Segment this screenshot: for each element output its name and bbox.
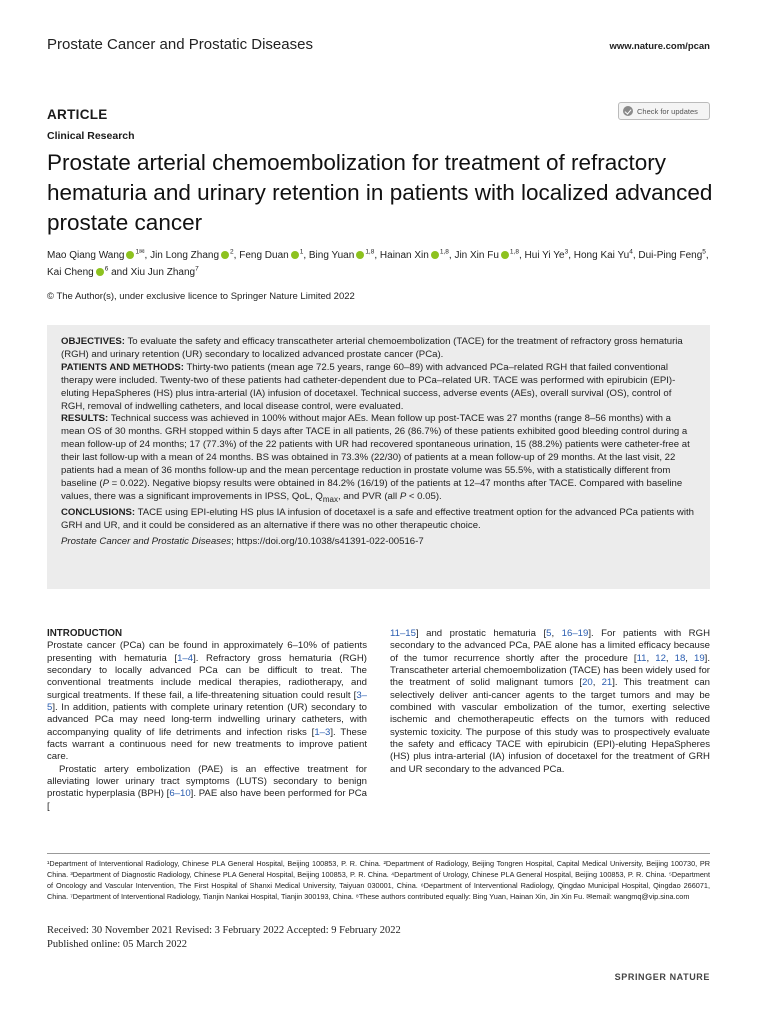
orcid-icon[interactable] <box>126 251 134 259</box>
author-list: Mao Qiang Wang $^{1✉}$, Jin Long Zhang $^2$, Feng Duan $^1$, Bing Yuan $^{1,8}$, Hainan Xin $^{1,8}$, Jin Xin Fu $^{1,8}$, Hui Yi Ye$^3$, Hong Kai Yu$^4$, Dui-Ping Feng$^5$, Kai Cheng $^6$ and Xiu Jun Zhang$^7$ <box>47 248 709 278</box>
published-date: Published online: 05 March 2022 <box>47 939 187 950</box>
author[interactable]: Kai Cheng $^6$ <box>47 265 109 278</box>
received-dates: Received: 30 November 2021 Revised: 3 February 2022 Accepted: 9 February 2022 <box>47 925 401 936</box>
reference-link[interactable]: 20 <box>582 677 593 689</box>
author[interactable]: Feng Duan $^1$ <box>239 248 304 261</box>
intro-paragraph-1: Prostate cancer (PCa) can be found in approximately 6–10% of patients presenting with hematuria [1–4]. Refractory gross hematuria (RGH) secondary to locally advanced PCa can be difficult to treat. The conventional treatments include medical therapies, radiotherapy, and surgical treatments. If these fail, a life-threatening situation could result [3–5]. In addition, patients with complete urinary retention (UR) secondary to advanced PCa may need long-term indwelling urinary catheters, with accompanying quality of life detriments and infection risks [1–3]. These facts warrant a continuous need for new treatments to improve patient care. <box>47 640 368 763</box>
reference-link[interactable]: 11–15 <box>390 628 416 639</box>
orcid-icon[interactable] <box>356 251 364 259</box>
reference-link[interactable]: 1–4 <box>177 652 194 664</box>
reference-link[interactable]: 3–5 <box>47 689 367 714</box>
author[interactable]: Mao Qiang Wang $^{1✉}$ <box>47 248 145 261</box>
author[interactable]: Jin Long Zhang $^2$ <box>150 248 234 261</box>
author[interactable]: Dui-Ping Feng$^5$ <box>638 248 706 261</box>
journal-name[interactable]: Prostate Cancer and Prostatic Diseases <box>47 36 313 53</box>
right-column <box>390 628 710 813</box>
intro-paragraph-2: Prostatic artery embolization (PAE) is an effective treatment for alleviating lower urinary tract symptoms (LUTS) secondary to benign prostatic hyperplasia (BPH) [6–10]. PAE also have been performed for PCa [ <box>47 763 367 812</box>
author[interactable]: Bing Yuan $^{1,8}$ <box>308 248 375 261</box>
article-title: Prostate arterial chemoembolization for treatment of refractory hematuria and urinary retention in patients with localized advanced prostate cancer <box>47 150 713 235</box>
reference-link[interactable]: 21 <box>601 677 613 689</box>
abstract-methods: PATIENTS AND METHODS: Thirty-two patients (mean age 72.5 years, range 60–89) with advanced PCa–related RGH that failed conventional therapy were included. Twenty-two of these patients had catheter-dependent due to PCa–related UR. TACE was performed with epirubicin (EPI)-eluting HepaSpheres (HS) plus intra-arterial (IA) infusion of docetaxel. Technical success, adverse events (AEs), overall survival (OS), control of RGH, removal of indwelling catheters, and local disease control, were evaluated. <box>61 361 676 412</box>
article-type: ARTICLE <box>47 107 108 122</box>
reference-link[interactable]: 6–10 <box>169 788 191 800</box>
doi-link[interactable]: ; https://doi.org/10.1038/s41391-022-00516-7 <box>231 535 424 547</box>
author[interactable]: Jin Xin Fu $^{1,8}$ <box>454 248 519 261</box>
orcid-icon[interactable] <box>96 268 104 276</box>
footnote-divider <box>47 853 710 854</box>
reference-link[interactable]: 16–19 <box>561 628 589 639</box>
publication-dates <box>47 924 401 952</box>
abstract-conclusions: CONCLUSIONS: TACE using EPI-eluting HS plus IA infusion of docetaxel is a safe and effective treatment option for the advanced PCa patients with GRH and UR, and it could be considered as an alternative if there was no other therapeutic choice. <box>61 506 694 531</box>
abstract-box <box>47 325 710 589</box>
abstract-results: RESULTS: Technical success was achieved in 100% without major AEs. Mean follow up post-TACE was 27 months (range 8–56 months) with a mean OS of 30 months. GRH stopped within 5 days after TACE in all patients, 26 (86.7%) of these patients exhibited good bleeding control during a mean follow-up of 24 months; 17 (77.3%) of the 22 patients with UR had recovered spontaneous urination, 15 (88.2%) patients were catheter-free at their last follow-up with a mean of 24 months. BS was obtained in 73.3% (22/30) of patients at a mean follow-up of 29 months. At the last visit, 22 patients had a mean of 36 months follow-up and the mean percentage reduction in prostate volume was 55.5%, with a statistically different from baseline (P = 0.022). Negative biopsy results were obtained in 84.2% (16/19) of the patients at 12–47 months after TACE. Compared with baseline values, there was a significant improvements in IPSS, QoL, $Q_{max}$, and PVR (all P < 0.05). <box>61 413 690 504</box>
reference-link[interactable]: 11 <box>636 652 647 664</box>
article-section: Clinical Research <box>47 130 135 142</box>
reference-link[interactable]: 19 <box>693 652 705 664</box>
check-for-updates-button[interactable] <box>618 102 710 120</box>
section-heading: INTRODUCTION <box>47 628 123 639</box>
affiliations-footnote: ¹Department of Interventional Radiology, Chinese PLA General Hospital, Beijing 100853, P. R. China. ²Department of Radiology, Beijing Tongren Hospital, Capital Medical University, Beijing 100730, PR China. ³Department of Diagnostic Radiology, Chinese PLA General Hospital, Beijing 100853, P. R. China. ⁴Department of Urology, Chinese PLA General Hospital, Beijing 100853, P. R. China. ⁵Department of Oncology and Vascular Intervention, The First Hospital of Shanxi Medical University, Taiyuan 030001, China. ⁶Department of Interventional Radiology, Qingdao Municipal Hospital, Qingdao 266071, China. ⁷Department of Interventional Radiology, Tianjin Nankai Hospital, Tianjin 300193, China. ⁸These authors contributed equally: Bing Yuan, Hainan Xin, Jin Xin Fu. ✉email: wangmq@vip.sina.com <box>47 859 710 901</box>
reference-link[interactable]: 18 <box>674 652 686 664</box>
copyright-line: © The Author(s), under exclusive licence to Springer Nature Limited 2022 <box>47 291 355 302</box>
abstract-objectives: OBJECTIVES: To evaluate the safety and efficacy transcatheter arterial chemoembolization (TACE) for the treatment of refractory gross hematuria (RGH) and urinary retention (UR) secondary to localized advanced prostate cancer (PCa). <box>61 336 683 360</box>
check-update-icon <box>623 106 633 116</box>
author[interactable]: Xiu Jun Zhang$^7$ <box>130 265 199 278</box>
reference-link[interactable]: 5 <box>546 628 552 639</box>
orcid-icon[interactable] <box>501 251 509 259</box>
publisher-logo: SPRINGER NATURE <box>614 972 710 982</box>
author[interactable]: Hui Yi Ye$^3$ <box>524 248 569 261</box>
citation-line: Prostate Cancer and Prostatic Diseases; https://doi.org/10.1038/s41391-022-00516-7 <box>61 535 424 547</box>
orcid-icon[interactable] <box>431 251 439 259</box>
author[interactable]: Hong Kai Yu$^4$ <box>573 248 633 261</box>
reference-link[interactable]: 12 <box>655 652 666 664</box>
check-for-updates-label: Check for updates <box>637 106 698 116</box>
intro-paragraph-2-continued: 11–15] and prostatic hematuria [5, 16–19]. For patients with RGH secondary to the advanced PCa, PAE alone has a limited efficacy because of the tumor recurrence shortly after the procedure [11, 12, 18, 19]. Transcatheter arterial chemoembolization (TACE) has been widely used for the treatment of solid malignant tumors [20, 21]. This treatment can selectively deliver anti-cancer agents to the target tumors and may be combined with vascular embolization of the tumor, exerting selective ischemic and chemotherapeutic effects on the tumors with reduced systemic toxicity. The purpose of this study was to prospectively evaluate the safety and efficacy TACE with epirubicin (EPI)-eluting HepaSpheres (HS) plus intra-arterial (IA) infusion of docetaxel for the treatment of GRH and UR secondary to the advanced PCa. <box>390 628 710 775</box>
orcid-icon[interactable] <box>291 251 299 259</box>
left-column <box>47 628 367 813</box>
body-columns <box>47 628 710 813</box>
reference-link[interactable]: 1–3 <box>314 726 331 738</box>
author[interactable]: Hainan Xin $^{1,8}$ <box>379 248 449 261</box>
journal-url[interactable]: www.nature.com/pcan <box>609 41 710 52</box>
orcid-icon[interactable] <box>221 251 229 259</box>
